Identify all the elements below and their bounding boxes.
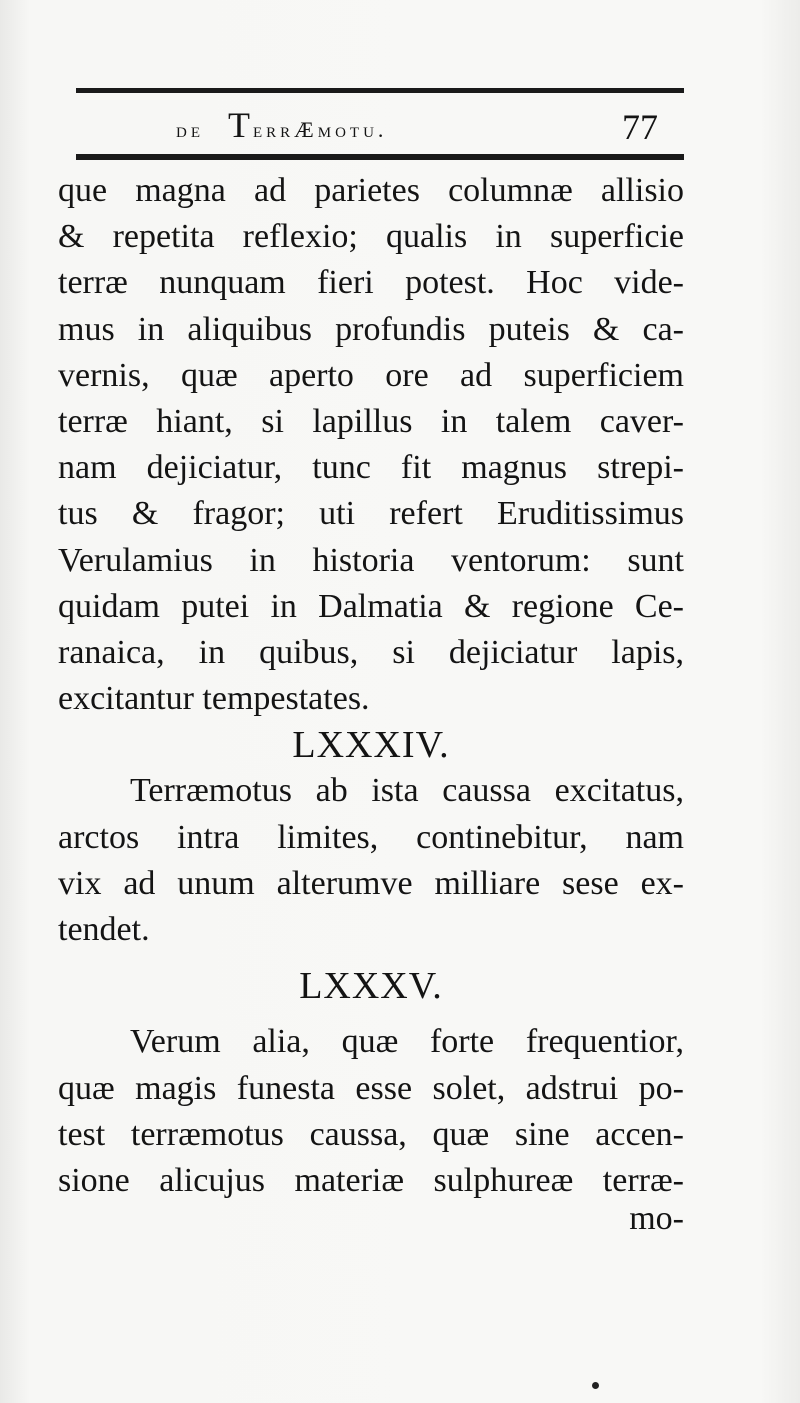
text-line: terræ nunquam fieri potest. Hoc vide- [58,264,684,302]
text-line: vix ad unum alterumve milliare sese ex- [58,864,684,902]
running-head [76,100,684,146]
header-rule-bottom [76,154,684,160]
ink-speck [592,1382,599,1389]
text-line: test terræmotus caussa, quæ sine accen- [58,1115,684,1153]
text-line: & repetita reflexio; qualis in superficie [58,218,684,256]
running-title-initial: T [228,105,253,145]
text-line: tendet. [58,911,150,948]
text-line: nam dejiciatur, tunc fit magnus strepi- [58,449,684,487]
text-line: Verulamius in historia ventorum: sunt [58,541,684,579]
text-line: sione alicujus materiæ sulphureæ terræ- [58,1161,684,1199]
header-rule-top [76,88,684,93]
spacer [58,1009,684,1019]
text-line: ranaica, in quibus, si dejiciatur lapis, [58,633,684,671]
text-line: quidam putei in Dalmatia & regione Ce- [58,587,684,625]
text-line: quæ magis funesta esse solet, adstrui po- [58,1069,684,1107]
page-number: 77 [622,107,658,147]
text-line: Terræmotus ab ista caussa excitatus, [130,772,684,810]
running-title-prefix: de [176,117,204,142]
text-line: excitantur tempestates. [58,680,370,718]
text-line: que magna ad parietes columnæ allisio [58,172,684,209]
text-line: vernis, quæ aperto ore ad superficiem [58,356,684,394]
running-title [176,104,387,146]
text-line: mus in aliquibus profundis puteis & ca- [58,310,684,348]
text-line: tus & fragor; uti refert Eruditissimus [58,495,684,533]
section-heading-lxxxv: LXXXV. [299,965,443,1008]
section-heading-lxxxiv: LXXXIV. [292,724,450,767]
running-title-rest: errÆmotu. [253,117,388,142]
body-text [58,168,684,1204]
text-line: terræ hiant, si lapillus in talem caver- [58,402,684,440]
catchword: mo- [629,1200,684,1237]
spacer [58,953,684,963]
text-line: Verum alia, quæ forte frequentior, [130,1023,684,1061]
text-line: arctos intra limites, continebitur, nam [58,818,684,856]
